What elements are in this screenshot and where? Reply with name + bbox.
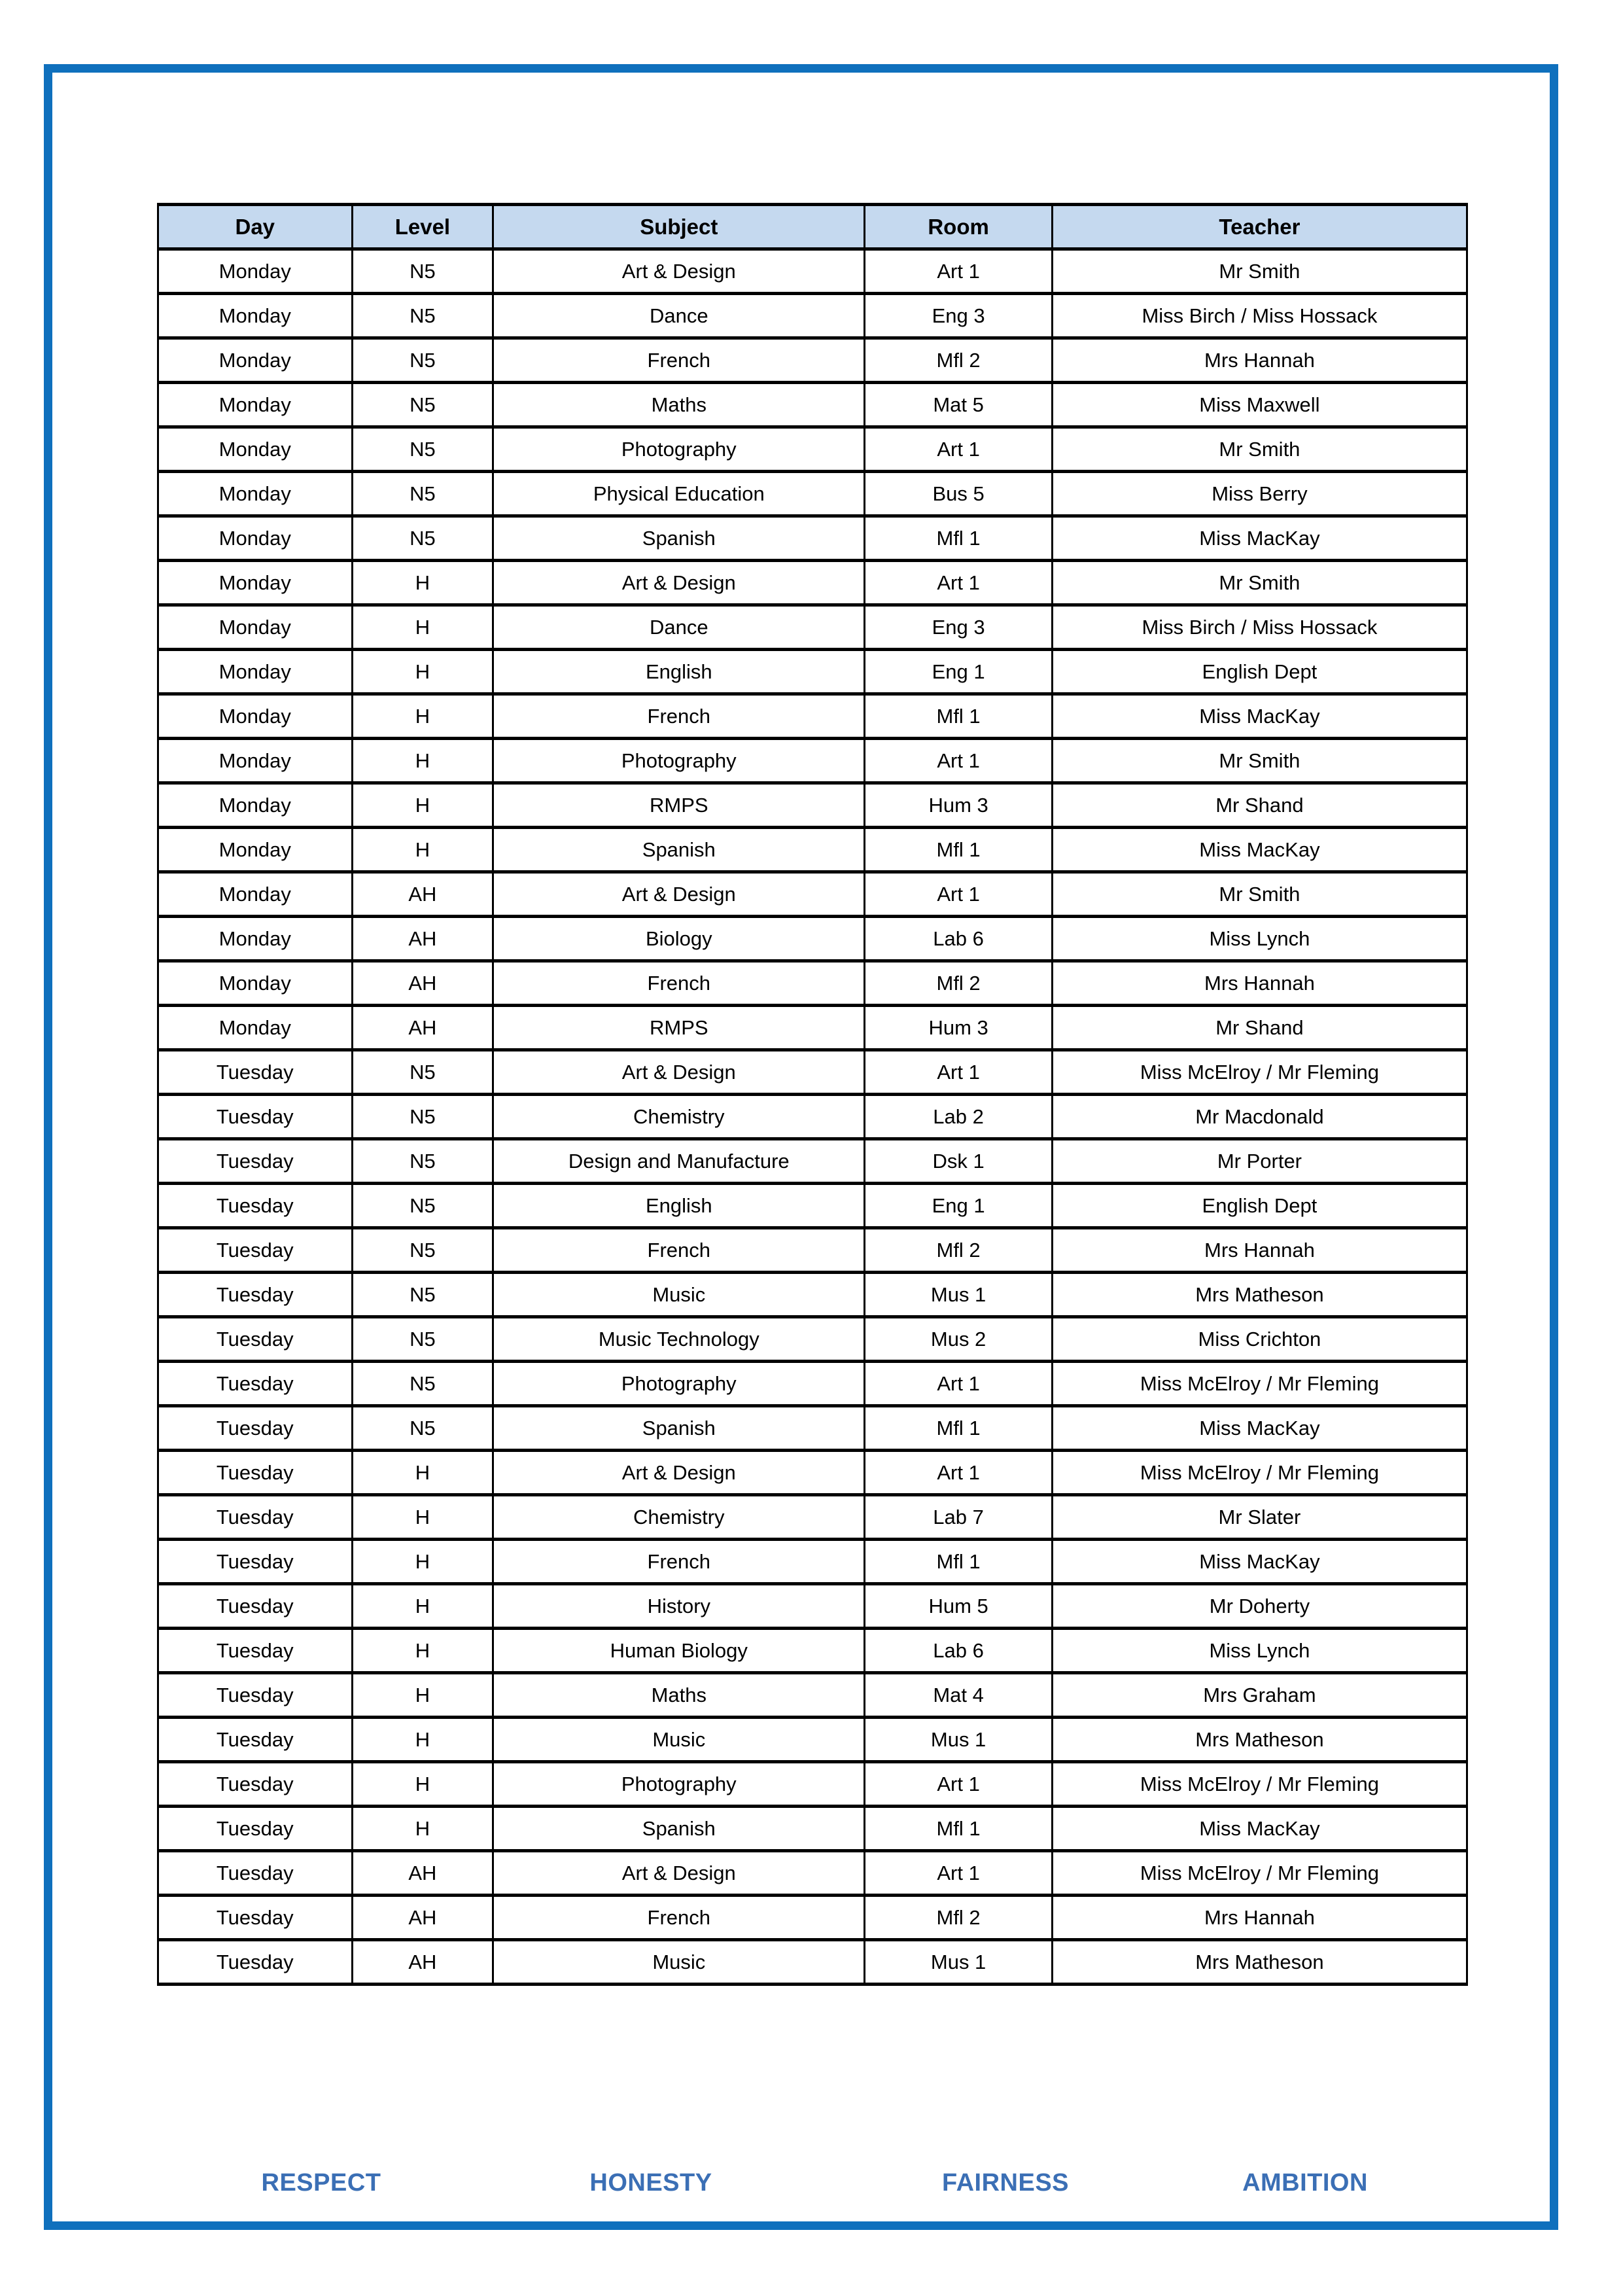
- cell-level: N5: [352, 1273, 493, 1317]
- table-row: [158, 1362, 1467, 1406]
- cell-day: Tuesday: [158, 1540, 353, 1584]
- table-row: [158, 472, 1467, 516]
- cell-day: Monday: [158, 294, 353, 338]
- cell-level: H: [352, 1629, 493, 1673]
- cell-level: AH: [352, 1940, 493, 1985]
- cell-subject: English: [493, 1184, 865, 1228]
- cell-day: Monday: [158, 739, 353, 783]
- cell-day: Tuesday: [158, 1584, 353, 1629]
- cell-day: Monday: [158, 961, 353, 1006]
- cell-level: N5: [352, 338, 493, 383]
- cell-subject: French: [493, 1228, 865, 1273]
- cell-level: H: [352, 739, 493, 783]
- cell-day: Monday: [158, 694, 353, 739]
- cell-subject: Physical Education: [493, 472, 865, 516]
- cell-teacher: Mr Smith: [1052, 427, 1467, 472]
- cell-room: Mus 2: [865, 1317, 1053, 1362]
- footer-word-ambition: AMBITION: [1242, 2169, 1368, 2197]
- cell-subject: History: [493, 1584, 865, 1629]
- cell-teacher: Mrs Matheson: [1052, 1273, 1467, 1317]
- table-row: [158, 1851, 1467, 1896]
- cell-room: Mus 1: [865, 1273, 1053, 1317]
- table-row: [158, 383, 1467, 427]
- cell-room: Mfl 2: [865, 1228, 1053, 1273]
- cell-teacher: Mrs Matheson: [1052, 1718, 1467, 1762]
- table-row: [158, 1406, 1467, 1451]
- cell-level: H: [352, 1807, 493, 1851]
- cell-room: Art 1: [865, 872, 1053, 917]
- cell-day: Monday: [158, 338, 353, 383]
- cell-day: Tuesday: [158, 1807, 353, 1851]
- cell-day: Monday: [158, 249, 353, 294]
- table-row: [158, 1006, 1467, 1050]
- cell-room: Mfl 2: [865, 1896, 1053, 1940]
- cell-room: Mat 5: [865, 383, 1053, 427]
- cell-subject: Music: [493, 1718, 865, 1762]
- cell-subject: Human Biology: [493, 1629, 865, 1673]
- cell-level: H: [352, 650, 493, 694]
- cell-subject: Music: [493, 1940, 865, 1985]
- cell-day: Tuesday: [158, 1762, 353, 1807]
- cell-day: Monday: [158, 605, 353, 650]
- cell-room: Eng 3: [865, 605, 1053, 650]
- cell-day: Tuesday: [158, 1273, 353, 1317]
- table-row: [158, 1317, 1467, 1362]
- cell-teacher: Mrs Matheson: [1052, 1940, 1467, 1985]
- cell-level: AH: [352, 872, 493, 917]
- cell-level: N5: [352, 383, 493, 427]
- table-row: [158, 917, 1467, 961]
- cell-subject: Spanish: [493, 828, 865, 872]
- cell-teacher: Mrs Graham: [1052, 1673, 1467, 1718]
- cell-level: N5: [352, 1362, 493, 1406]
- cell-level: N5: [352, 1317, 493, 1362]
- cell-level: N5: [352, 427, 493, 472]
- cell-room: Mfl 1: [865, 1406, 1053, 1451]
- cell-level: AH: [352, 1896, 493, 1940]
- cell-subject: French: [493, 961, 865, 1006]
- cell-teacher: Miss Lynch: [1052, 917, 1467, 961]
- cell-day: Monday: [158, 650, 353, 694]
- cell-teacher: Miss McElroy / Mr Fleming: [1052, 1851, 1467, 1896]
- cell-teacher: Miss Birch / Miss Hossack: [1052, 294, 1467, 338]
- cell-day: Monday: [158, 472, 353, 516]
- cell-room: Mfl 2: [865, 338, 1053, 383]
- cell-teacher: Mr Smith: [1052, 561, 1467, 605]
- cell-room: Bus 5: [865, 472, 1053, 516]
- cell-teacher: Miss Lynch: [1052, 1629, 1467, 1673]
- table-row: [158, 872, 1467, 917]
- cell-room: Art 1: [865, 1050, 1053, 1095]
- cell-teacher: Mrs Hannah: [1052, 338, 1467, 383]
- cell-room: Mus 1: [865, 1718, 1053, 1762]
- cell-subject: Maths: [493, 383, 865, 427]
- cell-level: N5: [352, 249, 493, 294]
- table-row: [158, 561, 1467, 605]
- cell-room: Mfl 1: [865, 1540, 1053, 1584]
- cell-day: Monday: [158, 561, 353, 605]
- cell-day: Tuesday: [158, 1050, 353, 1095]
- cell-subject: Biology: [493, 917, 865, 961]
- cell-subject: Art & Design: [493, 249, 865, 294]
- cell-room: Mat 4: [865, 1673, 1053, 1718]
- cell-subject: Music: [493, 1273, 865, 1317]
- table-row: [158, 338, 1467, 383]
- cell-teacher: Mrs Hannah: [1052, 1228, 1467, 1273]
- footer-word-respect: RESPECT: [261, 2169, 381, 2197]
- table-row: [158, 249, 1467, 294]
- cell-teacher: Miss Birch / Miss Hossack: [1052, 605, 1467, 650]
- cell-subject: Dance: [493, 294, 865, 338]
- cell-subject: RMPS: [493, 1006, 865, 1050]
- cell-level: H: [352, 1673, 493, 1718]
- cell-teacher: Mr Macdonald: [1052, 1095, 1467, 1139]
- cell-room: Mfl 1: [865, 694, 1053, 739]
- cell-room: Art 1: [865, 427, 1053, 472]
- cell-level: AH: [352, 1851, 493, 1896]
- cell-subject: Chemistry: [493, 1495, 865, 1540]
- cell-teacher: Miss Berry: [1052, 472, 1467, 516]
- table-row: [158, 1095, 1467, 1139]
- column-header-day: Day: [158, 205, 353, 249]
- cell-teacher: English Dept: [1052, 650, 1467, 694]
- cell-level: N5: [352, 472, 493, 516]
- cell-day: Monday: [158, 828, 353, 872]
- cell-room: Eng 1: [865, 650, 1053, 694]
- cell-level: H: [352, 561, 493, 605]
- cell-day: Tuesday: [158, 1095, 353, 1139]
- table-row: [158, 783, 1467, 828]
- cell-subject: French: [493, 1540, 865, 1584]
- cell-subject: Photography: [493, 1762, 865, 1807]
- cell-room: Dsk 1: [865, 1139, 1053, 1184]
- cell-room: Mus 1: [865, 1940, 1053, 1985]
- table-row: [158, 516, 1467, 561]
- cell-day: Tuesday: [158, 1139, 353, 1184]
- column-header-level: Level: [352, 205, 493, 249]
- cell-room: Lab 2: [865, 1095, 1053, 1139]
- cell-level: AH: [352, 961, 493, 1006]
- cell-day: Tuesday: [158, 1718, 353, 1762]
- cell-day: Tuesday: [158, 1495, 353, 1540]
- table-row: [158, 605, 1467, 650]
- cell-subject: Photography: [493, 1362, 865, 1406]
- cell-subject: Photography: [493, 739, 865, 783]
- cell-teacher: Mr Smith: [1052, 249, 1467, 294]
- cell-subject: Chemistry: [493, 1095, 865, 1139]
- cell-teacher: English Dept: [1052, 1184, 1467, 1228]
- cell-day: Tuesday: [158, 1896, 353, 1940]
- cell-teacher: Miss Maxwell: [1052, 383, 1467, 427]
- cell-room: Mfl 1: [865, 516, 1053, 561]
- cell-level: N5: [352, 1228, 493, 1273]
- cell-day: Monday: [158, 872, 353, 917]
- cell-level: H: [352, 828, 493, 872]
- table-row: [158, 1273, 1467, 1317]
- table-row: [158, 1228, 1467, 1273]
- cell-level: N5: [352, 1139, 493, 1184]
- cell-level: N5: [352, 1406, 493, 1451]
- cell-subject: French: [493, 694, 865, 739]
- timetable: [157, 203, 1468, 1986]
- cell-teacher: Miss McElroy / Mr Fleming: [1052, 1451, 1467, 1495]
- cell-level: H: [352, 1718, 493, 1762]
- cell-day: Monday: [158, 1006, 353, 1050]
- cell-room: Art 1: [865, 1762, 1053, 1807]
- column-header-subject: Subject: [493, 205, 865, 249]
- cell-subject: Dance: [493, 605, 865, 650]
- cell-room: Mfl 2: [865, 961, 1053, 1006]
- cell-teacher: Mr Shand: [1052, 1006, 1467, 1050]
- cell-room: Art 1: [865, 1451, 1053, 1495]
- cell-teacher: Miss Crichton: [1052, 1317, 1467, 1362]
- cell-teacher: Mrs Hannah: [1052, 1896, 1467, 1940]
- cell-day: Monday: [158, 783, 353, 828]
- column-header-room: Room: [865, 205, 1053, 249]
- cell-room: Art 1: [865, 249, 1053, 294]
- cell-subject: Art & Design: [493, 1451, 865, 1495]
- cell-subject: French: [493, 1896, 865, 1940]
- cell-room: Eng 1: [865, 1184, 1053, 1228]
- table-row: [158, 1896, 1467, 1940]
- table-row: [158, 1495, 1467, 1540]
- cell-day: Tuesday: [158, 1317, 353, 1362]
- cell-level: H: [352, 1495, 493, 1540]
- cell-room: Eng 3: [865, 294, 1053, 338]
- cell-teacher: Miss MacKay: [1052, 694, 1467, 739]
- cell-subject: Spanish: [493, 1807, 865, 1851]
- cell-level: N5: [352, 1095, 493, 1139]
- cell-room: Art 1: [865, 561, 1053, 605]
- table-row: [158, 1584, 1467, 1629]
- cell-subject: Photography: [493, 427, 865, 472]
- cell-day: Tuesday: [158, 1673, 353, 1718]
- cell-level: H: [352, 1451, 493, 1495]
- cell-teacher: Mr Smith: [1052, 739, 1467, 783]
- cell-room: Art 1: [865, 1362, 1053, 1406]
- cell-subject: English: [493, 650, 865, 694]
- cell-level: H: [352, 1540, 493, 1584]
- table-row: [158, 1184, 1467, 1228]
- cell-teacher: Mrs Hannah: [1052, 961, 1467, 1006]
- table-row: [158, 739, 1467, 783]
- cell-subject: Maths: [493, 1673, 865, 1718]
- cell-subject: Design and Manufacture: [493, 1139, 865, 1184]
- cell-subject: Art & Design: [493, 561, 865, 605]
- cell-subject: Art & Design: [493, 872, 865, 917]
- cell-day: Monday: [158, 516, 353, 561]
- cell-level: N5: [352, 516, 493, 561]
- cell-subject: Art & Design: [493, 1050, 865, 1095]
- cell-room: Lab 6: [865, 1629, 1053, 1673]
- table-row: [158, 1807, 1467, 1851]
- table-row: [158, 1050, 1467, 1095]
- cell-level: H: [352, 605, 493, 650]
- cell-level: H: [352, 694, 493, 739]
- cell-teacher: Miss MacKay: [1052, 1807, 1467, 1851]
- cell-subject: Music Technology: [493, 1317, 865, 1362]
- table-row: [158, 650, 1467, 694]
- cell-level: N5: [352, 294, 493, 338]
- cell-teacher: Miss MacKay: [1052, 1540, 1467, 1584]
- cell-day: Tuesday: [158, 1228, 353, 1273]
- cell-room: Hum 5: [865, 1584, 1053, 1629]
- timetable-body: [158, 249, 1467, 1985]
- cell-room: Lab 7: [865, 1495, 1053, 1540]
- cell-teacher: Mr Smith: [1052, 872, 1467, 917]
- footer-word-honesty: HONESTY: [589, 2169, 712, 2197]
- table-row: [158, 1940, 1467, 1985]
- cell-level: H: [352, 1762, 493, 1807]
- cell-day: Tuesday: [158, 1406, 353, 1451]
- cell-day: Tuesday: [158, 1851, 353, 1896]
- cell-teacher: Mr Porter: [1052, 1139, 1467, 1184]
- column-header-teacher: Teacher: [1052, 205, 1467, 249]
- footer-word-fairness: FAIRNESS: [941, 2169, 1070, 2197]
- table-row: [158, 828, 1467, 872]
- cell-teacher: Miss MacKay: [1052, 1406, 1467, 1451]
- cell-day: Tuesday: [158, 1629, 353, 1673]
- cell-level: H: [352, 1584, 493, 1629]
- cell-teacher: Miss McElroy / Mr Fleming: [1052, 1050, 1467, 1095]
- cell-teacher: Miss MacKay: [1052, 828, 1467, 872]
- cell-day: Tuesday: [158, 1451, 353, 1495]
- cell-subject: RMPS: [493, 783, 865, 828]
- cell-room: Art 1: [865, 1851, 1053, 1896]
- cell-subject: Spanish: [493, 516, 865, 561]
- header-row: [158, 205, 1467, 249]
- cell-day: Monday: [158, 917, 353, 961]
- cell-room: Lab 6: [865, 917, 1053, 961]
- cell-teacher: Mr Shand: [1052, 783, 1467, 828]
- table-row: [158, 1540, 1467, 1584]
- cell-subject: French: [493, 338, 865, 383]
- cell-room: Mfl 1: [865, 1807, 1053, 1851]
- cell-level: N5: [352, 1184, 493, 1228]
- cell-teacher: Miss McElroy / Mr Fleming: [1052, 1762, 1467, 1807]
- cell-teacher: Miss McElroy / Mr Fleming: [1052, 1362, 1467, 1406]
- cell-subject: Spanish: [493, 1406, 865, 1451]
- cell-day: Tuesday: [158, 1184, 353, 1228]
- cell-day: Monday: [158, 427, 353, 472]
- table-row: [158, 1718, 1467, 1762]
- cell-teacher: Mr Doherty: [1052, 1584, 1467, 1629]
- table-row: [158, 1673, 1467, 1718]
- table-row: [158, 1629, 1467, 1673]
- table-row: [158, 1451, 1467, 1495]
- cell-teacher: Mr Slater: [1052, 1495, 1467, 1540]
- table-row: [158, 1762, 1467, 1807]
- cell-day: Monday: [158, 383, 353, 427]
- cell-room: Art 1: [865, 739, 1053, 783]
- cell-teacher: Miss MacKay: [1052, 516, 1467, 561]
- cell-level: AH: [352, 917, 493, 961]
- table-row: [158, 1139, 1467, 1184]
- table-row: [158, 294, 1467, 338]
- table-row: [158, 961, 1467, 1006]
- cell-subject: Art & Design: [493, 1851, 865, 1896]
- cell-level: H: [352, 783, 493, 828]
- cell-day: Tuesday: [158, 1940, 353, 1985]
- cell-level: AH: [352, 1006, 493, 1050]
- cell-room: Hum 3: [865, 783, 1053, 828]
- cell-room: Mfl 1: [865, 828, 1053, 872]
- table-row: [158, 694, 1467, 739]
- cell-level: N5: [352, 1050, 493, 1095]
- table-row: [158, 427, 1467, 472]
- cell-room: Hum 3: [865, 1006, 1053, 1050]
- cell-day: Tuesday: [158, 1362, 353, 1406]
